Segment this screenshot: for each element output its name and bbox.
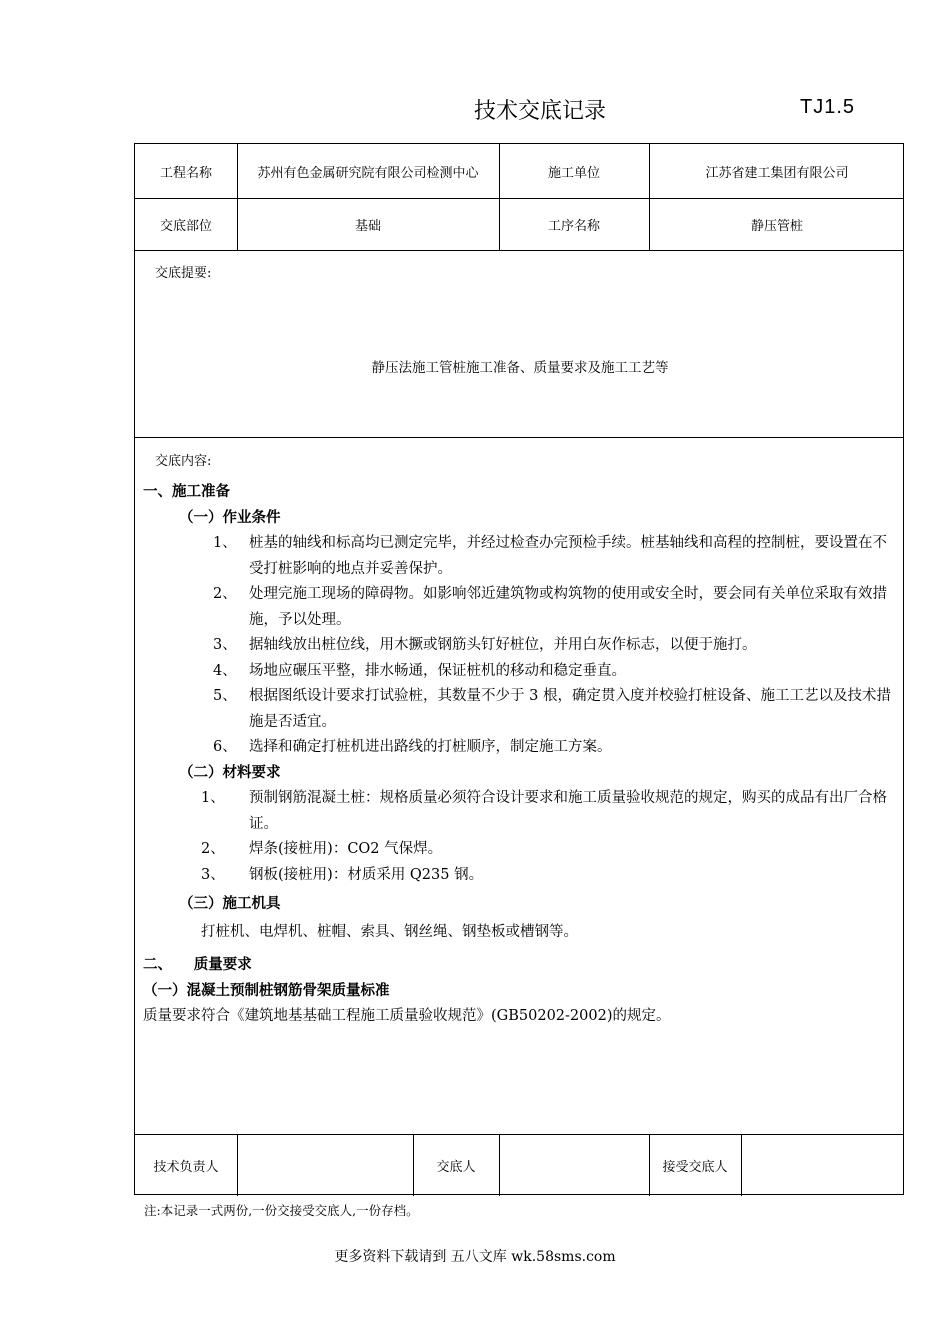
- section-heading: 一、施工准备: [143, 484, 230, 500]
- document-title: 技术交底记录: [473, 99, 606, 124]
- project-name-value: 苏州有色金属研究院有限公司检测中心: [257, 165, 479, 181]
- list-item: 4、 场地应碾压平整，排水畅通，保证桩机的移动和稳定垂直。: [213, 662, 626, 679]
- list-item: 3、 据轴线放出桩位线，用木撅或钢筋头钉好桩位，并用白灰作标志，以便于施打。: [213, 637, 757, 653]
- row-divider: [135, 250, 903, 251]
- part-value: 基础: [354, 218, 381, 234]
- discloser-label: 交底人: [436, 1159, 476, 1175]
- receiver-signature: [741, 1134, 905, 1196]
- list-item: 6、 选择和确定打桩机进出路线的打桩顺序，制定施工方案。: [213, 739, 612, 755]
- form-code: TJ1.5: [800, 96, 856, 118]
- contractor-label: 施工单位: [547, 165, 600, 181]
- summary-text: 静压法施工管桩施工准备、质量要求及施工工艺等: [371, 360, 669, 376]
- subsection-heading: （二）材料要求: [179, 764, 281, 781]
- list-item: 2、 焊条(接桩用)：CO2 气保焊。: [201, 841, 443, 857]
- summary-label: 交底提要:: [155, 266, 212, 281]
- list-item: 1、 预制钢筋混凝土桩：规格质量必须符合设计要求和施工质量验收规范的规定，购买的成品有出厂合格证。: [201, 790, 887, 832]
- note-text: 注:本记录一式两份,一份交接受交底人,一份存档。: [144, 1203, 419, 1218]
- quality-text: 质量要求符合《建筑地基基础工程施工质量验收规范》(GB50202-2002)的规定。: [143, 1008, 671, 1024]
- section-heading: 二、 质量要求: [143, 957, 252, 973]
- receiver-label: 接受交底人: [662, 1159, 728, 1175]
- list-item: 2、 处理完施工现场的障碍物。如影响邻近建筑物或构筑物的使用或安全时，要会同有关单位采取有效措施，予以处理。: [213, 586, 887, 628]
- content-body: [143, 480, 899, 1030]
- subsection-heading: （三）施工机具: [179, 896, 281, 912]
- list-item: 1、 桩基的轴线和标高均已测定完毕，并经过检查办完预检手续。桩基轴线和高程的控制桩，要设置在不受打桩影响的地点并妥善保护。: [213, 535, 887, 577]
- project-name-label: 工程名称: [159, 165, 212, 181]
- record-table: [134, 143, 904, 1195]
- list-item: 5、 根据图纸设计要求打试验桩，其数量不少于 3 根，确定贯入度并校验打桩设备、施工工艺以及技术措施是否适宜。: [213, 688, 891, 730]
- process-label: 工序名称: [547, 218, 600, 234]
- list-item: 3、 钢板(接桩用)：材质采用 Q235 钢。: [201, 866, 484, 883]
- footer-link[interactable]: 更多资料下载请到 五八文库 wk.58sms.com: [334, 1249, 616, 1265]
- contractor-value: 江苏省建工集团有限公司: [705, 165, 849, 181]
- discloser-signature: [499, 1134, 649, 1196]
- content-label: 交底内容:: [155, 454, 212, 469]
- subsection-heading: （一）混凝土预制桩钢筋骨架质量标准: [143, 982, 390, 999]
- tools-text: 打桩机、电焊机、桩帽、索具、钢丝绳、钢垫板或槽钢等。: [201, 923, 578, 940]
- row-divider: [135, 437, 903, 438]
- part-label: 交底部位: [159, 218, 212, 234]
- subsection-heading: （一）作业条件: [179, 509, 281, 526]
- tech-lead-signature: [237, 1134, 413, 1196]
- process-value: 静压管桩: [750, 218, 803, 234]
- tech-lead-label: 技术负责人: [153, 1159, 219, 1175]
